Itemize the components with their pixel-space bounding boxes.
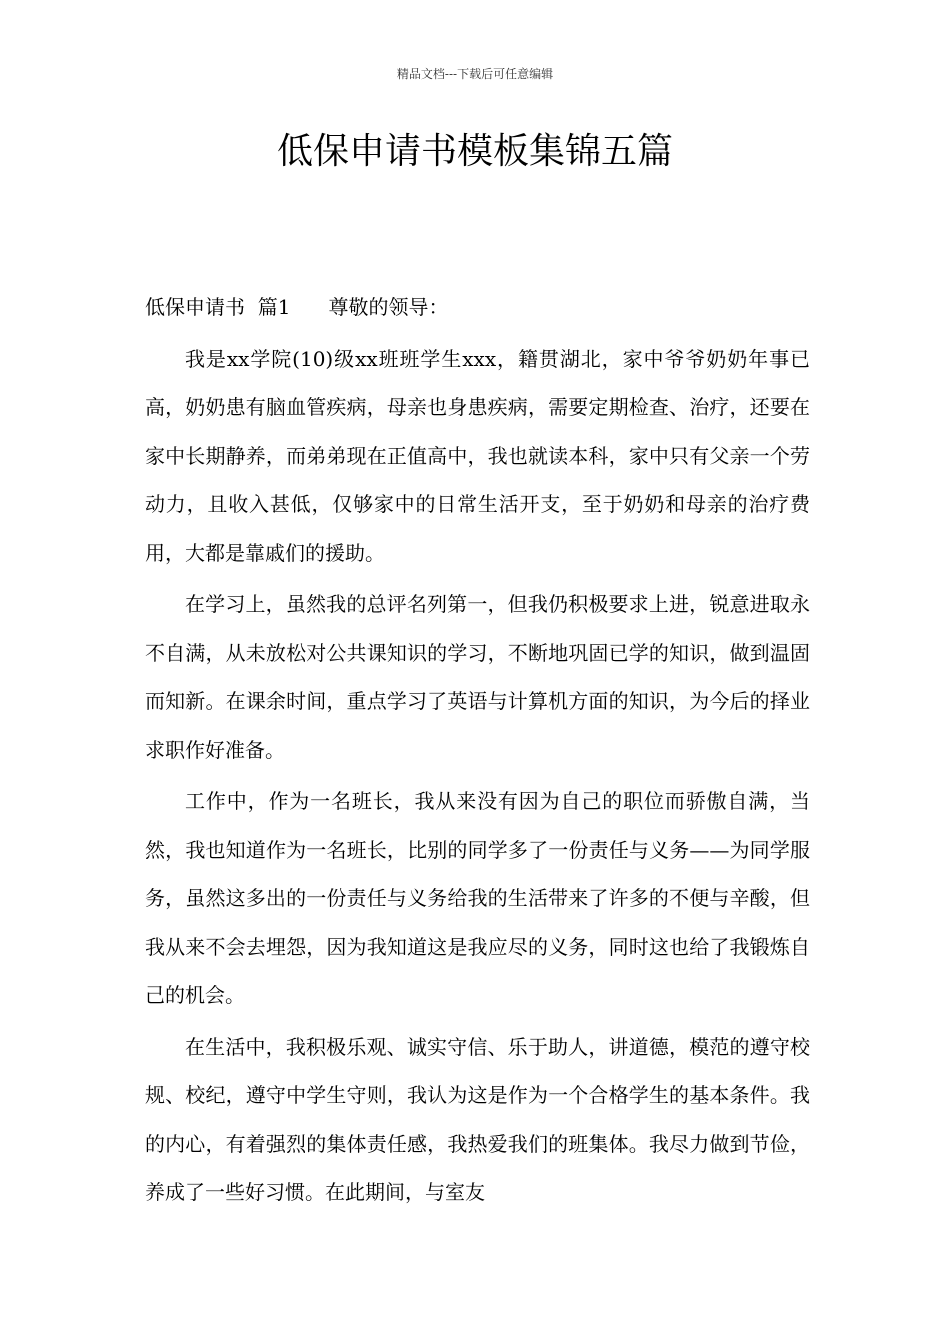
header-note: 精品文档---下载后可任意编辑 — [396, 67, 554, 81]
section-heading: 低保申请书 篇1 — [145, 295, 291, 319]
paragraph: 在生活中，我积极乐观、诚实守信、乐于助人，讲道德，模范的遵守校规、校纪，遵守中学生守则，我认为这是作为一个合格学生的基本条件。我的内心，有着强烈的集体责任感，我热爱我们的班集体。我尽力做到节俭，养成了一些好习惯。在此期间，与室友 — [145, 1034, 810, 1204]
document-body — [145, 283, 810, 1217]
paragraph: 在学习上，虽然我的总评名列第一，但我仍积极要求上进，锐意进取永不自满，从未放松对公共课知识的学习，不断地巩固已学的知识，做到温固而知新。在课余时间，重点学习了英语与计算机方面的知识，为今后的择业求职作好准备。 — [145, 592, 810, 762]
document-title: 低保申请书模板集锦五篇 — [276, 131, 673, 172]
paragraph: 我是xx学院(10)级xx班班学生xxx，籍贯湖北，家中爷爷奶奶年事已高，奶奶患有脑血管疾病，母亲也身患疾病，需要定期检查、治疗，还要在家中长期静养，而弟弟现在正值高中，我也就读本科，家中只有父亲一个劳动力，且收入甚低，仅够家中的日常生活开支，至于奶奶和母亲的治疗费用，大都是靠戚们的援助。 — [145, 346, 810, 565]
paragraph: 工作中，作为一名班长，我从来没有因为自己的职位而骄傲自满，当然，我也知道作为一名班长，比别的同学多了一份责任与义务——为同学服务，虽然这多出的一份责任与义务给我的生活带来了许多的不便与辛酸，但我从来不会去埋怨，因为我知道这是我应尽的义务，同时这也给了我锻炼自己的机会。 — [145, 789, 810, 1007]
section-heading-line — [145, 283, 810, 332]
salutation: 尊敬的领导： — [328, 295, 449, 319]
